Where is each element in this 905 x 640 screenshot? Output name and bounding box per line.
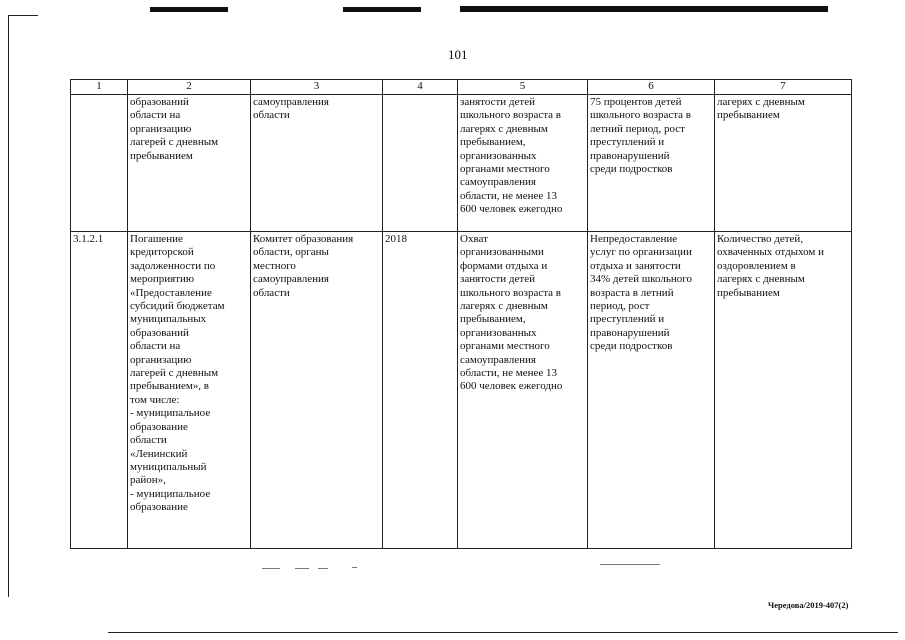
- table-cell: 3.1.2.1: [71, 232, 128, 549]
- table-cell: Количество детей, охваченных отдыхом и оздоровлением в лагерях с дневным пребыванием: [715, 232, 852, 549]
- page-number: 101: [448, 47, 468, 62]
- table-cell: 75 процентов детей школьного возраста в летний период, рост преступлений и правонарушений среди подростков: [588, 95, 715, 232]
- table-cell: занятости детей школьного возраста в лагерях с дневным пребыванием, организованных органами местного самоуправления области, не менее 13 600 человек ежегодно: [458, 95, 588, 232]
- header-cell: 3: [251, 80, 383, 95]
- scan-dash: [318, 568, 328, 569]
- table-cell: 2018: [383, 232, 458, 549]
- table-cell: [71, 95, 128, 232]
- table-cell: самоуправления области: [251, 95, 383, 232]
- table-header-row: [71, 80, 852, 95]
- header-cell: 4: [383, 80, 458, 95]
- scan-dash: [295, 568, 309, 569]
- header-cell: 7: [715, 80, 852, 95]
- scan-dash: [262, 568, 280, 569]
- table-cell: Погашение кредиторской задолженности по мероприятию «Предоставление субсидий бюджетам муниципальных образований области на организацию лагерей с дневным пребыванием», в том числе: - муниципальное образование области «Ленинский муниципальный район», - муниципальное образование: [128, 232, 251, 549]
- header-cell: 2: [128, 80, 251, 95]
- scan-top-left-line: [8, 15, 38, 16]
- table-row-3121: [71, 232, 852, 549]
- plan-table: [70, 79, 852, 549]
- table-cell: лагерях с дневным пребыванием: [715, 95, 852, 232]
- header-cell: 5: [458, 80, 588, 95]
- scan-bar-1: [150, 7, 228, 12]
- scan-bar-2: [343, 7, 421, 12]
- header-cell: 6: [588, 80, 715, 95]
- table-row-continuation: [71, 95, 852, 232]
- table-cell: Охват организованными формами отдыха и занятости детей школьного возраста в лагерях с дневным пребыванием, организованных органами местного самоуправления области, не менее 13 600 человек ежегодно: [458, 232, 588, 549]
- scan-dash: [600, 564, 660, 565]
- table-cell: [383, 95, 458, 232]
- scan-bottom-line: [108, 632, 898, 633]
- table-cell: Комитет образования области, органы местного самоуправления области: [251, 232, 383, 549]
- scan-left-edge: [8, 15, 9, 597]
- table-cell: образований области на организацию лагерей с дневным пребыванием: [128, 95, 251, 232]
- scan-dash: [352, 567, 357, 568]
- scan-bar-3: [460, 6, 828, 12]
- document-code: Чередова/2019-407(2): [768, 600, 849, 610]
- table-cell: Непредоставление услуг по организации отдыха и занятости 34% детей школьного возраста в летний период, рост преступлений и правонарушений среди подростков: [588, 232, 715, 549]
- header-cell: 1: [71, 80, 128, 95]
